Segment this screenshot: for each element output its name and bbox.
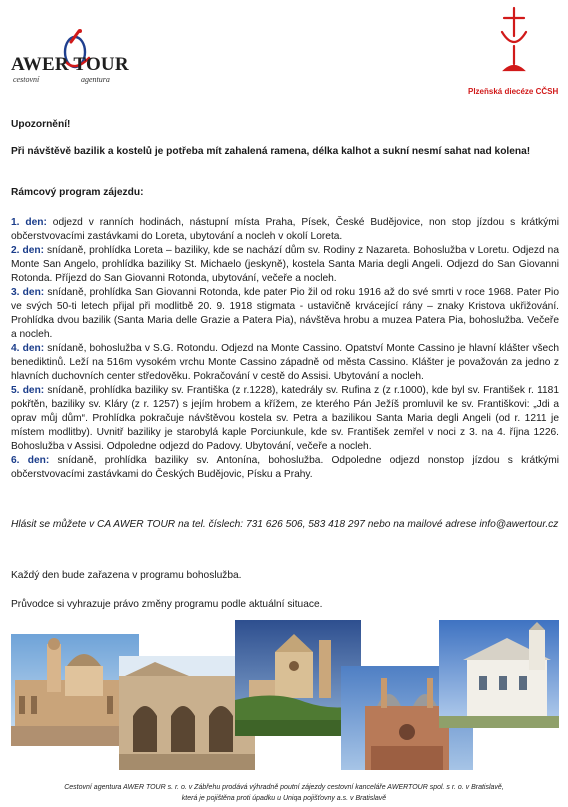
day-label: 4. den:	[11, 343, 45, 354]
notice-body: Při návštěvě bazilik a kostelů je potřeba mít zahalená ramena, délka kalhot a sukní nesmí sahat nad kolena!	[11, 146, 531, 157]
day-label: 6. den:	[11, 455, 50, 466]
day-text: snídaně, prohlídka Loreta – baziliky, kde se nachází dům sv. Rodiny z Nazareta. Bohoslužba v Loretu. Odjezd na Monte San Angelo, prohlídka baziliky St. Michaelo (jeskyně), kostela Santa Maria degli Angeli. Odjezd do San Giovanni Rotonda. Příjezd do San Giovanni Rotonda, ubytování, večeře a nocleh.	[11, 245, 559, 284]
footer-line-2: která je pojištěna proti úpadku u Uniqa pojišťovny a.s. v Bratislavě	[181, 795, 387, 802]
program-day	[11, 342, 559, 384]
day-text: snídaně, bohoslužba v S.G. Rotondu. Odjezd na Monte Cassino. Opatství Monte Cassino je hlavní klášter všech benediktinů. Leží na 516m vysokém vrchu Monte Cassino západně od města Cassino. Klášter je považován za jedno z hlavních duchovních center středověku. Pokračování v cestě do Assisi. Ubytování a nocleh.	[11, 343, 559, 382]
program-days	[11, 216, 559, 482]
program-day	[11, 286, 559, 342]
logo-name: AWER TOUR	[11, 54, 129, 75]
day-text: odjezd v ranních hodinách, nástupní místa Praha, Písek, České Budějovice, non stop jízdou s krátkými občerstvovacími zastávkami do Loreta, ubytování a nocleh v okolí Loreta.	[11, 217, 559, 242]
diocese-name: Plzeňská diecéze CČSH	[468, 87, 559, 96]
footer-line-1: Cestovní agentura AWER TOUR s. r. o. v Zábřehu prodává výhradně poutní zájezdy cestovní kanceláře AWERTOUR spol. s r. o. v Bratislavě,	[64, 784, 504, 791]
program-title: Rámcový program zájezdu:	[11, 187, 144, 198]
day-label: 1. den:	[11, 217, 47, 228]
program-day	[11, 216, 559, 244]
photo-white-church	[439, 620, 559, 728]
contact-info: Hlásit se můžete v CA AWER TOUR na tel. číslech: 731 626 506, 583 418 297 nebo na mailové adrese info@awertour.cz	[11, 519, 559, 530]
day-text: snídaně, prohlídka baziliky sv. Antonína, bohoslužba. Odpoledne odjezd nonstop jízdou s krátkými občerstvovacími zastávkami do Českých Budějovic, Písku a Prahy.	[11, 455, 559, 480]
day-text: snídaně, prohlídka baziliky sv. Františka (z r.1228), katedrály sv. Rufina z (z r.1000), kde byl sv. František r. 1181 pokřtěn, baziliky sv. Kláry (z r. 1257) s jejím hrobem a křížem, ze kterého Pán Ježíš promluvil ke sv. Františkovi: „Jdi a oprav můj dům“. Prohlídka pokračuje návštěvou kostela sv. Petra a bazilikou Santa Maria degli Angeli (od r. 1211 je místem modlitby). Uvnitř baziliky je starobylá kaple Porciunkule, kde sv. František zemřel v noci z 3. na 4. října 1226. Bohoslužba v Assisi. Odpoledne odjezd do Padovy. Ubytování, večeře a nocleh.	[11, 385, 560, 452]
program-day	[11, 244, 559, 286]
photo-strip	[11, 620, 559, 770]
day-label: 5. den:	[11, 385, 45, 396]
daily-service-note: Každý den bude zařazena v programu bohoslužba.	[11, 570, 242, 581]
logo-subtitle-left: cestovní	[13, 75, 40, 84]
program-day	[11, 384, 559, 454]
guide-note: Průvodce si vyhrazuje právo změny programu podle aktuální situace.	[11, 599, 323, 610]
awer-tour-logo	[9, 28, 133, 86]
chalice-cross-icon	[498, 6, 530, 74]
program-day	[11, 454, 559, 482]
day-label: 3. den:	[11, 287, 45, 298]
day-label: 2. den:	[11, 245, 45, 256]
notice-title: Upozornění!	[11, 119, 71, 130]
day-text: snídaně, prohlídka San Giovanni Rotonda, kde pater Pio žil od roku 1916 až do své smrti v roce 1968. Pater Pio ve svých 50-ti letech přijal při modlitbě 20. 9. 1918 stigmata - ustavičně krvácející rány – znaky Kristova ukřižování. Prohlídka dvou bazilik (Santa Maria delle Grazie a Patera Pia), návštěva hrobu a muzea Patera Pia, bohoslužba. Večeře a nocleh.	[11, 287, 559, 340]
logo-subtitle-right: agentura	[81, 75, 110, 84]
